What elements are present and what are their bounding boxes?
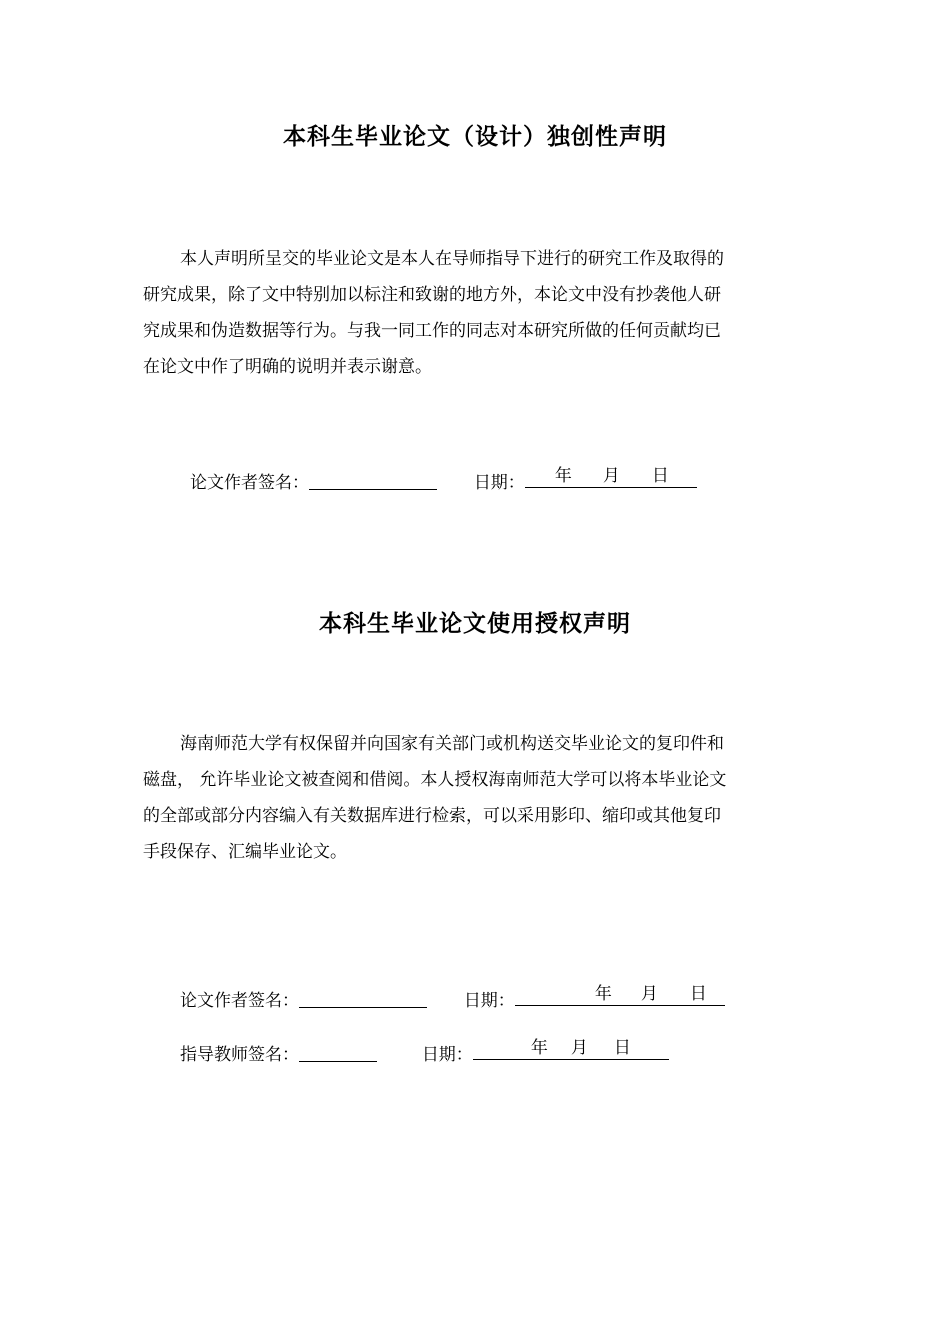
date-label: 日期： xyxy=(463,991,515,1011)
date-field[interactable] xyxy=(515,983,725,1006)
year-label: 年 xyxy=(594,984,612,1004)
month-label: 月 xyxy=(602,466,620,486)
usage-authorization-title: 本科生毕业论文使用授权声明 xyxy=(319,611,631,637)
body-line: 磁盘， 允许毕业论文被查阅和借阅。本人授权海南师范大学可以将本毕业论文 xyxy=(143,770,727,790)
author-signature-label: 论文作者签名： xyxy=(190,473,309,493)
author-signature-field[interactable] xyxy=(299,987,427,1008)
author-signature-row-1 xyxy=(190,465,697,491)
originality-declaration-body xyxy=(143,241,807,385)
date-field[interactable] xyxy=(525,465,697,488)
author-signature-field[interactable] xyxy=(309,469,437,490)
usage-authorization-body xyxy=(143,726,807,870)
year-label: 年 xyxy=(530,1038,548,1058)
advisor-signature-label: 指导教师签名： xyxy=(180,1045,299,1065)
body-line: 究成果和伪造数据等行为。与我一同工作的同志对本研究所做的任何贡献均已 xyxy=(143,321,721,341)
day-label: 日 xyxy=(613,1038,631,1058)
originality-declaration-title: 本科生毕业论文（设计）独创性声明 xyxy=(283,124,667,150)
body-line: 研究成果，除了文中特别加以标注和致谢的地方外，本论文中没有抄袭他人研 xyxy=(143,285,721,305)
month-label: 月 xyxy=(640,984,658,1004)
author-signature-row-2 xyxy=(180,983,725,1009)
advisor-signature-field[interactable] xyxy=(299,1041,377,1062)
day-label: 日 xyxy=(689,984,707,1004)
date-label: 日期： xyxy=(473,473,525,493)
year-label: 年 xyxy=(554,466,572,486)
body-line: 在论文中作了明确的说明并表示谢意。 xyxy=(143,357,432,377)
date-label: 日期： xyxy=(421,1045,473,1065)
date-field[interactable] xyxy=(473,1037,669,1060)
body-line: 本人声明所呈交的毕业论文是本人在导师指导下进行的研究工作及取得的 xyxy=(180,249,724,269)
author-signature-label: 论文作者签名： xyxy=(180,991,299,1011)
body-line: 手段保存、汇编毕业论文。 xyxy=(143,842,347,862)
body-line: 海南师范大学有权保留并向国家有关部门或机构送交毕业论文的复印件和 xyxy=(180,734,724,754)
advisor-signature-row xyxy=(180,1037,669,1063)
day-label: 日 xyxy=(651,466,669,486)
body-line: 的全部或部分内容编入有关数据库进行检索，可以采用影印、缩印或其他复印 xyxy=(143,806,721,826)
month-label: 月 xyxy=(570,1038,588,1058)
